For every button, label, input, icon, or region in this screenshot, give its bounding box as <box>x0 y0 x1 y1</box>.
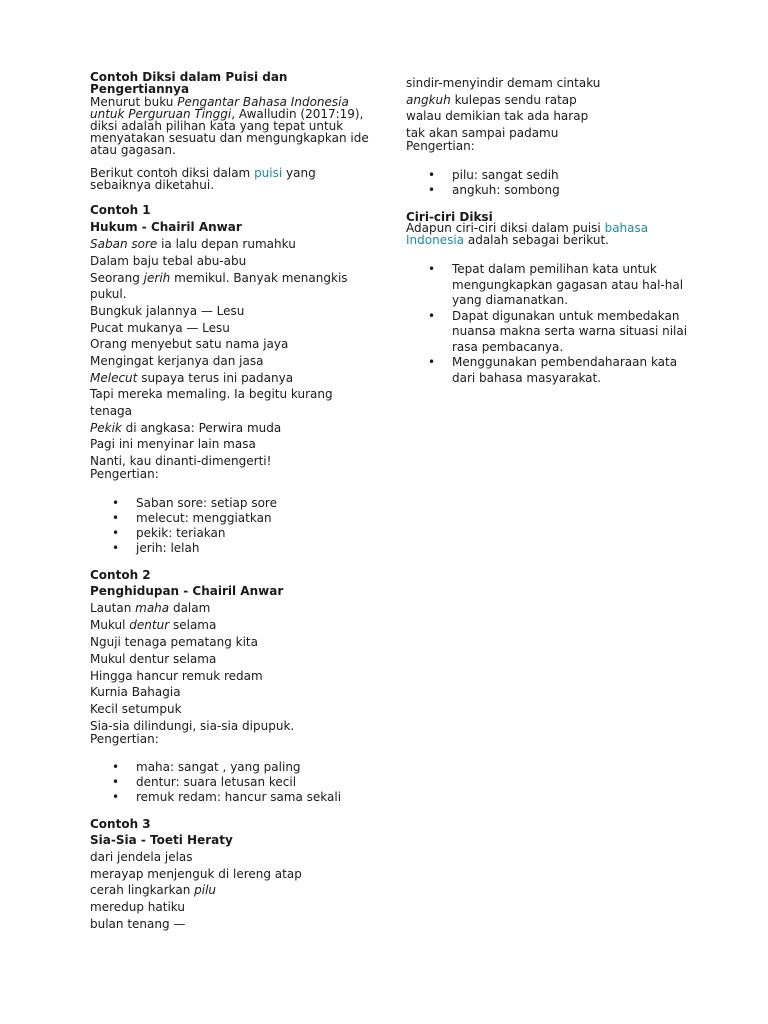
pengertian-label: Pengertian: <box>90 467 159 481</box>
poem-line: Dalam baju tebal abu-abu <box>90 254 247 268</box>
diksi-word: Saban sore <box>90 237 158 251</box>
poem-text: ia lalu depan rumahku <box>157 237 296 251</box>
poem-line <box>90 370 375 387</box>
poem-line <box>90 617 375 634</box>
intro2-text-post: yang sebaiknya diketahui. <box>90 166 316 192</box>
intro-text-post: , Awalludin (2017:19), diksi adalah pilihan kata yang tepat untuk menyatakan sesuatu dan mengungkapkan ide atau gagasan. <box>90 107 369 157</box>
poem-text: supaya terus ini padanya <box>137 371 294 385</box>
poem-line: Hingga hancur remuk redam <box>90 669 263 683</box>
pengertian-label: Pengertian: <box>406 139 475 153</box>
poem-text: di angkasa: Perwira muda <box>121 421 282 435</box>
list-item: • pekik: teriakan <box>90 526 375 541</box>
poem-line: meredup hatiku <box>90 900 185 914</box>
list-item: • maha: sangat , yang paling <box>90 760 375 775</box>
list-item: • Dapat digunakan untuk membedakan nuansa makna serta warna situasi nilai rasa pembacanya. <box>406 309 691 356</box>
poem-line: sindir-menyindir demam cintaku <box>406 76 601 90</box>
diksi-word: maha <box>135 601 170 615</box>
poem-line: tak akan sampai padamu <box>406 126 559 140</box>
poem-line <box>90 270 375 287</box>
ciri-intro <box>406 222 691 246</box>
poem-text: Mukul <box>90 618 130 632</box>
contoh-3-poem-title: Sia-Sia - Toeti Heraty <box>90 833 233 847</box>
poem-line: walau demikian tak ada harap <box>406 109 589 123</box>
poem-line: Nguji tenaga pematang kita <box>90 635 258 649</box>
diksi-word: angkuh <box>406 93 451 107</box>
contoh-2-poem-title: Penghidupan - Chairil Anwar <box>90 584 284 598</box>
diksi-word: Melecut <box>90 371 138 385</box>
ciri-intro-text: Adapun ciri-ciri diksi dalam puisi <box>406 221 605 235</box>
poem-text: Seorang <box>90 271 144 285</box>
poem-line: Kurnia Bahagia <box>90 685 181 699</box>
poem-line: Sia-sia dilindungi, sia-sia dipupuk. <box>90 719 295 733</box>
list-item: • melecut: menggiatkan <box>90 511 375 526</box>
poem-line: bulan tenang — <box>90 917 186 931</box>
meaning-list <box>90 760 375 805</box>
contoh-2-label: Contoh 2 <box>90 568 151 582</box>
poem-line: Orang menyebut satu nama jaya <box>90 337 289 351</box>
poem-line: Pucat mukanya — Lesu <box>90 321 230 335</box>
poem-line <box>406 92 691 109</box>
poem-line: Mukul dentur selama <box>90 652 217 666</box>
poem-line: Tapi mereka memaling. Ia begitu kurang <box>90 387 333 401</box>
list-item: • angkuh: sombong <box>406 183 691 198</box>
poem-line: Nanti, kau dinanti-dimengerti! <box>90 454 272 468</box>
bahasa-indonesia-link[interactable]: bahasa Indonesia <box>406 221 649 247</box>
list-item: • dentur: suara letusan kecil <box>90 775 375 790</box>
pengertian-label: Pengertian: <box>90 732 159 746</box>
poem-line: Pagi ini menyinar lain masa <box>90 437 256 451</box>
ciri-list <box>406 262 691 386</box>
book-title: Pengantar Bahasa Indonesia untuk Perguruan Tinggi <box>90 95 349 121</box>
poem-line: merayap menjenguk di lereng atap <box>90 867 302 881</box>
poem-line: pukul. <box>90 287 127 301</box>
poem-text: selama <box>169 618 217 632</box>
meaning-list <box>90 496 375 556</box>
contoh-1-poem-title: Hukum - Chairil Anwar <box>90 220 242 234</box>
list-item: • Tepat dalam pemilihan kata untuk mengungkapkan gagasan atau hal-hal yang diamanatkan. <box>406 262 691 309</box>
poem-line <box>90 600 375 617</box>
list-item: • jerih: lelah <box>90 541 375 556</box>
poem-text: Lautan <box>90 601 136 615</box>
poem-line: Mengingat kerjanya dan jasa <box>90 354 264 368</box>
poem-text: cerah lingkarkan <box>90 883 195 897</box>
poem-text: memikul. Banyak menangkis <box>170 271 348 285</box>
poem-line <box>90 236 375 253</box>
poem-line: tenaga <box>90 404 133 418</box>
list-item: • Menggunakan pembendaharaan kata dari bahasa masyarakat. <box>406 355 691 386</box>
intro-text-pre: Menurut buku <box>90 95 178 109</box>
list-item: • remuk redam: hancur sama sekali <box>90 790 375 805</box>
article-title: Contoh Diksi dalam Puisi dan Pengertiannya <box>90 70 288 96</box>
intro2-text-pre: Berikut contoh diksi dalam <box>90 166 255 180</box>
poem-line: Bungkuk jalannya — Lesu <box>90 304 245 318</box>
contoh-3-label: Contoh 3 <box>90 817 151 831</box>
poem-line: dari jendela jelas <box>90 850 193 864</box>
intro-paragraph <box>90 96 375 156</box>
diksi-word: dentur <box>129 618 170 632</box>
meaning-list <box>406 168 691 198</box>
diksi-word: pilu <box>194 883 217 897</box>
poem-line <box>90 882 375 899</box>
diksi-word: jerih <box>143 271 171 285</box>
poem-text: kulepas sendu ratap <box>450 93 577 107</box>
list-item: • Saban sore: setiap sore <box>90 496 375 511</box>
diksi-word: Pekik <box>90 421 122 435</box>
intro-paragraph-2 <box>90 167 375 191</box>
puisi-link[interactable]: puisi <box>254 166 283 180</box>
poem-line: Kecil setumpuk <box>90 702 182 716</box>
poem-text: dalam <box>169 601 211 615</box>
contoh-1-label: Contoh 1 <box>90 203 151 217</box>
list-item: • pilu: sangat sedih <box>406 168 691 183</box>
ciri-heading: Ciri-ciri Diksi <box>406 210 493 224</box>
ciri-intro-text: adalah sebagai berikut. <box>464 233 609 247</box>
poem-line <box>90 420 375 437</box>
